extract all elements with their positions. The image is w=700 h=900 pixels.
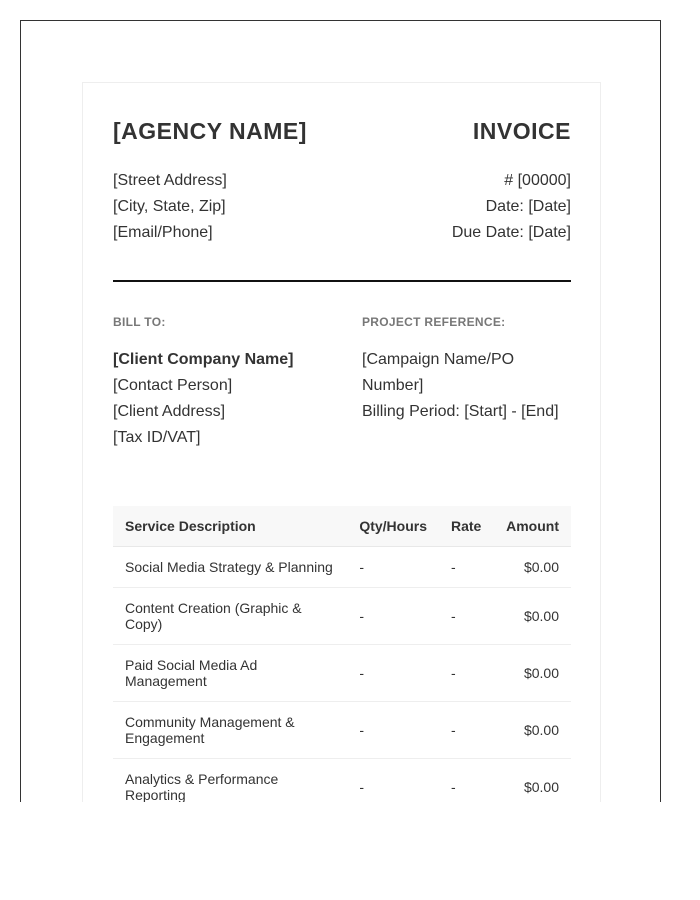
campaign-name: [Campaign Name/PO Number] [362, 351, 515, 394]
service-qty: - [347, 759, 439, 803]
service-qty: - [347, 645, 439, 702]
billing-period: Billing Period: [Start] - [End] [362, 403, 559, 420]
table-header-row [113, 506, 571, 547]
service-qty: - [347, 588, 439, 645]
invoice-header [113, 118, 571, 148]
service-description: Social Media Strategy & Planning [113, 547, 347, 588]
table-row [113, 702, 571, 759]
client-contact-person: [Contact Person] [113, 377, 233, 394]
project-reference-label: PROJECT REFERENCE: [362, 315, 506, 329]
header-divider [113, 280, 571, 282]
service-amount: $0.00 [494, 547, 571, 588]
header-qty-hours: Qty/Hours [347, 506, 439, 547]
header-service-description: Service Description [113, 506, 347, 547]
agency-contact: [Email/Phone] [113, 224, 213, 241]
client-company-name: [Client Company Name] [113, 351, 294, 368]
table-row [113, 547, 571, 588]
service-description: Analytics & Performance Reporting [113, 759, 347, 803]
invoice-meta [452, 168, 571, 246]
invoice-sheet [82, 82, 601, 802]
service-rate: - [439, 588, 494, 645]
service-description: Paid Social Media Ad Management [113, 645, 347, 702]
invoice-date: Date: [Date] [485, 198, 571, 215]
header-amount: Amount [494, 506, 571, 547]
agency-address [113, 168, 227, 246]
table-row [113, 759, 571, 803]
service-amount: $0.00 [494, 759, 571, 803]
service-description: Content Creation (Graphic & Copy) [113, 588, 347, 645]
header-rate: Rate [439, 506, 494, 547]
agency-name: [AGENCY NAME] [113, 118, 307, 144]
service-qty: - [347, 702, 439, 759]
service-amount: $0.00 [494, 645, 571, 702]
service-qty: - [347, 547, 439, 588]
service-rate: - [439, 702, 494, 759]
client-tax-id: [Tax ID/VAT] [113, 429, 201, 446]
agency-city: [City, State, Zip] [113, 198, 226, 215]
client-address: [Client Address] [113, 403, 226, 420]
project-reference-details [362, 347, 572, 425]
invoice-title: INVOICE [472, 118, 571, 144]
service-rate: - [439, 759, 494, 803]
invoice-due-date: Due Date: [Date] [451, 224, 571, 241]
bill-to-label: BILL TO: [113, 315, 166, 329]
page-frame [20, 20, 661, 802]
table-row [113, 645, 571, 702]
table-row [113, 588, 571, 645]
services-table [113, 506, 571, 802]
invoice-number: # [00000] [504, 172, 571, 189]
service-amount: $0.00 [494, 588, 571, 645]
service-rate: - [439, 547, 494, 588]
service-amount: $0.00 [494, 702, 571, 759]
bill-to-details [113, 347, 293, 451]
service-rate: - [439, 645, 494, 702]
agency-street: [Street Address] [113, 172, 227, 189]
service-description: Community Management & Engagement [113, 702, 347, 759]
